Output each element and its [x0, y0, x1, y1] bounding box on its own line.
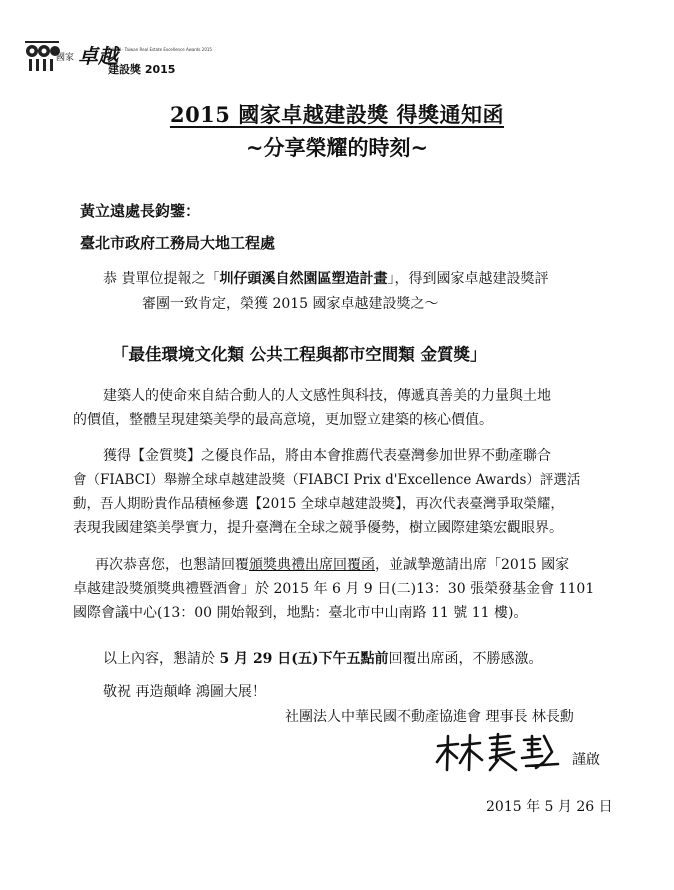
- logo-award-text: 建設獎 2015: [108, 63, 176, 76]
- award-logo: [22, 30, 212, 85]
- closing-greeting: 敬祝 再造顛峰 鴻圖大展！: [103, 684, 266, 700]
- letter-date: 2015 年 5 月 26 日: [486, 799, 613, 815]
- signer-line: 社團法人中華民國不動產協進會 理事長 林長勳: [285, 709, 574, 725]
- para1-line-2: 的價值，整體呈現建築美學的最高意境，更加豎立建築的核心價值。: [73, 412, 493, 428]
- logo-brush-text: 卓越: [78, 44, 118, 68]
- logo-english-text: FIABCI · Taiwan Real Estate Excellence Awards 2015: [108, 47, 212, 52]
- para2-line-4: 表現我國建築美學實力，提升臺灣在全球之競爭優勢，樹立國際建築宏觀眼界。: [73, 520, 563, 536]
- logo-mark-text: 國家: [56, 53, 75, 63]
- intro-line-2: 審團一致肯定，榮獲 2015 國家卓越建設獎之～: [142, 296, 439, 312]
- handwritten-signature: [432, 730, 562, 775]
- para2-line-3: 動，吾人期盼貴作品積極參選【2015 全球卓越建設獎】，再次代表臺灣爭取榮耀，: [73, 496, 564, 512]
- para3-line-1: 再次恭喜您，也懇請回覆頒獎典禮出席回覆函，並誠摯邀請出席「2015 國家: [95, 557, 570, 573]
- recipient-name: 黃立遠處長鈞鑒：: [80, 202, 201, 220]
- para3-line-3: 國際會議中心(13：00 開始報到，地點：臺北市中山南路 11 號 11 樓)。: [73, 605, 528, 621]
- para4-line: 以上內容，懇請於 5 月 29 日(五)下午五點前回覆出席函，不勝感激。: [103, 651, 543, 667]
- intro-line-1: 恭 貴單位提報之「圳仔頭溪自然園區塑造計畫」，得到國家卓越建設獎評: [103, 271, 549, 287]
- reply-form-link: 頒獎典禮出席回覆函: [249, 557, 375, 573]
- recipient-org: 臺北市政府工務局大地工程處: [80, 234, 276, 252]
- page-title: 2015 國家卓越建設獎 得獎通知函: [169, 102, 505, 127]
- para3-line-2: 卓越建設獎頒獎典禮暨酒會」於 2015 年 6 月 9 日(二)13：30 張榮發基金會 1101: [73, 581, 595, 597]
- page-subtitle: ~分享榮耀的時刻~: [245, 135, 429, 160]
- para2-line-2: 會（FIABCI）舉辦全球卓越建設獎（FIABCI Prix d'Excellence Awards）評選活: [73, 472, 581, 488]
- para2-line-1: 獲得【金質獎】之優良作品，將由本會推薦代表臺灣參加世界不動產聯合: [103, 448, 551, 464]
- seal-text: 謹啟: [572, 752, 600, 768]
- deadline-text: 5 月 29 日(五)下午五點前: [219, 651, 389, 667]
- para1-line-1: 建築人的使命來自結合動人的人文感性與科技，傳遞真善美的力量與土地: [103, 388, 551, 404]
- project-name: 圳仔頭溪自然園區塑造計畫: [219, 271, 388, 287]
- award-category: 「最佳環境文化類 公共工程與都市空間類 金質獎」: [112, 345, 487, 364]
